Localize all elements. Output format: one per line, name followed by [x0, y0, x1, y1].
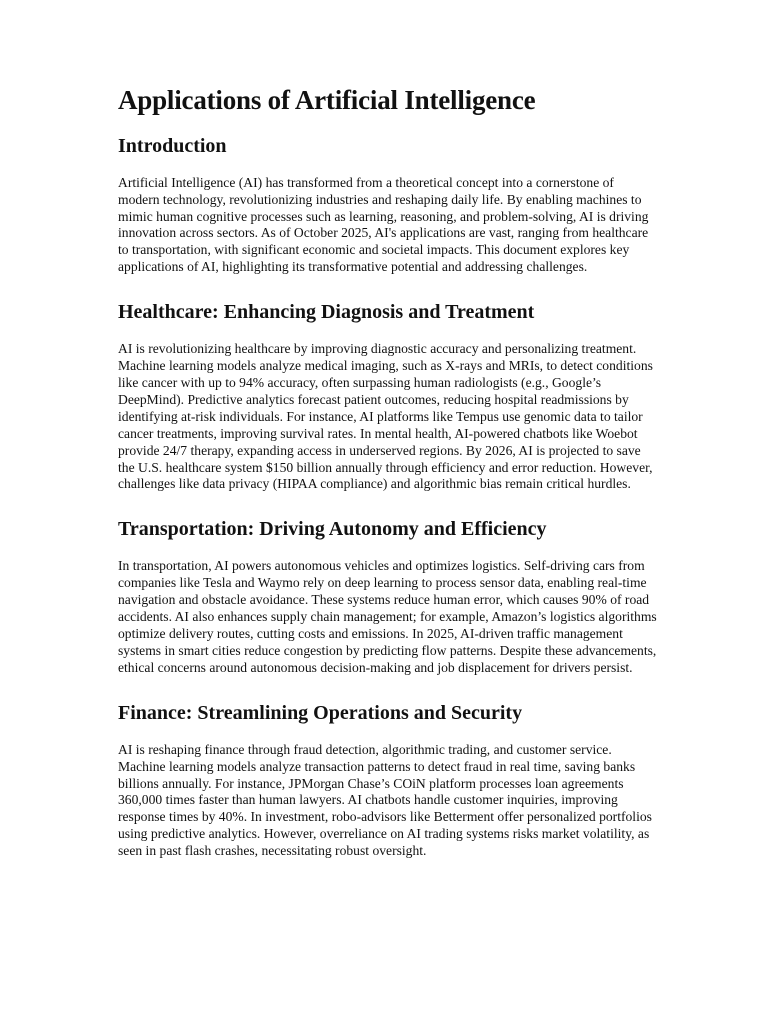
document-title: Applications of Artificial Intelligence	[118, 85, 536, 115]
section-healthcare	[118, 300, 658, 493]
section-heading: Finance: Streamlining Operations and Security	[118, 701, 523, 724]
section-body: AI is revolutionizing healthcare by improving diagnostic accuracy and personalizing treatment. Machine learning models analyze medical imaging, such as X-rays and MRIs, to detect conditions like cancer with up to 94% accuracy, often surpassing human radiologists (e.g., Google’s DeepMind). Predictive analytics forecast patient outcomes, reducing hospital readmissions by identifying at-risk individuals. For instance, AI platforms like Tempus use genomic data to tailor cancer treatments, improving survival rates. In mental health, AI-powered chatbots like Woebot provide 24/7 therapy, expanding access in underserved regions. By 2026, AI is projected to save the U.S. healthcare system $150 billion annually through efficiency and error reduction. However, challenges like data privacy (HIPAA compliance) and algorithmic bias remain critical hurdles.	[118, 341, 653, 492]
section-transportation	[118, 517, 658, 676]
section-body: Artificial Intelligence (AI) has transformed from a theoretical concept into a cornerstone of modern technology, revolutionizing industries and reshaping daily life. By enabling machines to mimic human cognitive processes such as learning, reasoning, and problem-solving, AI is driving innovation across sectors. As of October 2025, AI's applications are vast, ranging from healthcare to transportation, with significant economic and societal impacts. This document explores key applications of AI, highlighting its transformative potential and addressing challenges.	[118, 174, 649, 275]
section-heading: Introduction	[118, 134, 227, 157]
document-page	[118, 84, 658, 884]
section-finance	[118, 701, 658, 860]
section-heading: Transportation: Driving Autonomy and Efficiency	[118, 518, 547, 541]
section-body: AI is reshaping finance through fraud detection, algorithmic trading, and customer service. Machine learning models analyze transaction patterns to detect fraud in real time, saving banks billions annually. For instance, JPMorgan Chase’s COiN platform processes loan agreements 360,000 times faster than human lawyers. AI chatbots handle customer inquiries, improving response times by 40%. In investment, robo-advisors like Betterment offer personalized portfolios using predictive analytics. However, overreliance on AI trading systems risks market volatility, as seen in past flash crashes, necessitating robust oversight.	[118, 741, 652, 859]
section-heading: Healthcare: Enhancing Diagnosis and Treatment	[118, 301, 535, 324]
section-body: In transportation, AI powers autonomous vehicles and optimizes logistics. Self-driving cars from companies like Tesla and Waymo rely on deep learning to process sensor data, enabling real-time navigation and obstacle avoidance. These systems reduce human error, which causes 90% of road accidents. AI also enhances supply chain management; for example, Amazon’s logistics algorithms optimize delivery routes, cutting costs and emissions. In 2025, AI-driven traffic management systems in smart cities reduce congestion by predicting flow patterns. Despite these advancements, ethical concerns around autonomous decision-making and job displacement for drivers persist.	[118, 558, 657, 675]
section-introduction	[118, 134, 658, 276]
